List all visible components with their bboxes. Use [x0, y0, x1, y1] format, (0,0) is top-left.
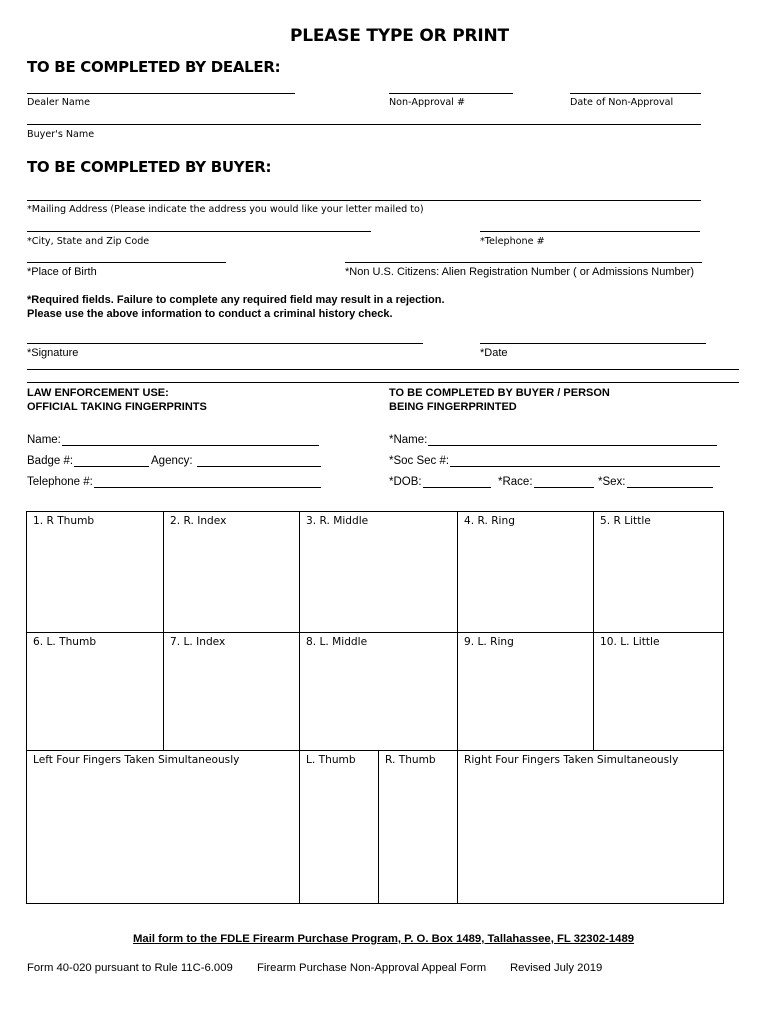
form-name: Firearm Purchase Non-Approval Appeal Form	[257, 962, 487, 974]
telephone-line[interactable]	[480, 231, 700, 232]
date-non-approval-line[interactable]	[570, 93, 701, 94]
page-title: PLEASE TYPE OR PRINT	[290, 26, 509, 46]
fp-label: 2. R. Index	[170, 515, 227, 527]
place-of-birth-label: *Place of Birth	[27, 266, 97, 278]
buyer-section-heading: TO BE COMPLETED BY BUYER:	[27, 158, 272, 176]
separator-line-bottom	[27, 382, 739, 383]
dealer-section-heading: TO BE COMPLETED BY DEALER:	[27, 58, 281, 76]
non-approval-number-label: Non-Approval #	[389, 97, 466, 108]
fp-label: Right Four Fingers Taken Simultaneously	[464, 754, 679, 766]
ssn-field[interactable]	[389, 455, 720, 467]
person-name-field[interactable]	[389, 434, 717, 446]
fp-box-plain-r-thumb[interactable]	[379, 751, 458, 903]
fp-label: Left Four Fingers Taken Simultaneously	[33, 754, 240, 766]
agency-field[interactable]	[151, 455, 321, 467]
fp-label: L. Thumb	[306, 754, 356, 766]
buyers-name-label: Buyer's Name	[27, 129, 95, 140]
fp-box-l-ring[interactable]	[458, 633, 594, 751]
law-enforcement-heading-2: OFFICIAL TAKING FINGERPRINTS	[27, 401, 207, 413]
revision-date: Revised July 2019	[510, 962, 603, 974]
telephone-label: *Telephone #	[480, 236, 545, 247]
separator-line-top	[27, 369, 739, 370]
sex-field[interactable]	[598, 476, 713, 488]
ssn-label: *Soc Sec #:	[389, 455, 450, 467]
person-fingerprinted-heading-1: TO BE COMPLETED BY BUYER / PERSON	[389, 387, 610, 399]
dealer-name-label: Dealer Name	[27, 97, 91, 108]
fp-box-right-four-fingers[interactable]	[458, 751, 723, 903]
official-telephone-label: Telephone #:	[27, 476, 93, 488]
person-fingerprinted-heading-2: BEING FINGERPRINTED	[389, 401, 517, 413]
dob-label: *DOB:	[389, 476, 422, 488]
place-of-birth-line[interactable]	[27, 262, 226, 263]
fp-label: 3. R. Middle	[306, 515, 369, 527]
date-label: *Date	[480, 347, 508, 359]
badge-number-label: Badge #:	[27, 455, 74, 467]
fp-box-plain-l-thumb[interactable]	[300, 751, 379, 903]
fp-box-left-four-fingers[interactable]	[27, 751, 300, 903]
signature-label: *Signature	[27, 347, 79, 359]
race-label: *Race:	[498, 476, 533, 488]
alien-registration-line[interactable]	[345, 262, 702, 263]
badge-number-field[interactable]	[27, 455, 149, 467]
form-number: Form 40-020 pursuant to Rule 11C-6.009	[27, 962, 233, 974]
law-enforcement-heading-1: LAW ENFORCEMENT USE:	[27, 387, 169, 399]
person-name-label: *Name:	[389, 434, 428, 446]
fingerprint-grid	[26, 511, 724, 904]
fp-box-r-little[interactable]	[594, 512, 723, 633]
official-name-field[interactable]	[27, 434, 319, 446]
mailing-address-label: *Mailing Address (Please indicate the address you would like your letter mailed to)	[27, 204, 424, 215]
fp-label: R. Thumb	[385, 754, 436, 766]
fp-label: 10. L. Little	[600, 636, 660, 648]
city-state-zip-label: *City, State and Zip Code	[27, 236, 150, 247]
dealer-name-line[interactable]	[27, 93, 295, 94]
fp-box-r-thumb[interactable]	[27, 512, 164, 633]
fp-box-r-ring[interactable]	[458, 512, 594, 633]
fp-label: 8. L. Middle	[306, 636, 368, 648]
fp-label: 5. R Little	[600, 515, 651, 527]
sex-label: *Sex:	[598, 476, 626, 488]
agency-label: Agency:	[151, 455, 193, 467]
fp-box-l-little[interactable]	[594, 633, 723, 751]
race-field[interactable]	[498, 476, 594, 488]
date-non-approval-label: Date of Non-Approval	[570, 97, 674, 108]
fp-box-r-index[interactable]	[164, 512, 300, 633]
alien-registration-label: *Non U.S. Citizens: Alien Registration Number ( or Admissions Number)	[345, 266, 695, 278]
required-note-line-2: Please use the above information to conduct a criminal history check.	[27, 308, 393, 320]
mailing-instructions: Mail form to the FDLE Firearm Purchase Program, P. O. Box 1489, Tallahassee, FL 32302-1489	[133, 933, 635, 945]
city-state-zip-line[interactable]	[27, 231, 371, 232]
fp-box-l-thumb[interactable]	[27, 633, 164, 751]
fp-label: 6. L. Thumb	[33, 636, 97, 648]
dob-field[interactable]	[389, 476, 491, 488]
buyers-name-line[interactable]	[27, 124, 701, 125]
fp-label: 7. L. Index	[170, 636, 226, 648]
mailing-address-line[interactable]	[27, 200, 701, 201]
fp-box-l-index[interactable]	[164, 633, 300, 751]
fp-box-l-middle[interactable]	[300, 633, 458, 751]
fp-label: 4. R. Ring	[464, 515, 515, 527]
date-line[interactable]	[480, 343, 706, 344]
non-approval-number-line[interactable]	[389, 93, 513, 94]
fp-label: 1. R Thumb	[33, 515, 95, 527]
official-name-label: Name:	[27, 434, 61, 446]
signature-line[interactable]	[27, 343, 423, 344]
fp-label: 9. L. Ring	[464, 636, 514, 648]
fp-box-r-middle[interactable]	[300, 512, 458, 633]
official-telephone-field[interactable]	[27, 476, 321, 488]
required-note-line-1: *Required fields. Failure to complete any required field may result in a rejection.	[27, 294, 445, 306]
